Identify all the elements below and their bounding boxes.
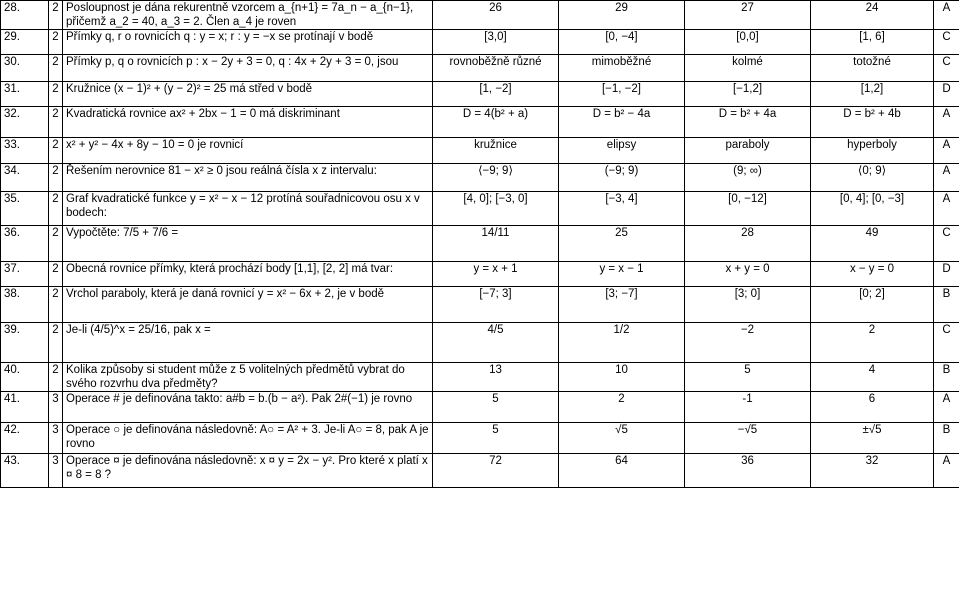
quiz-row bbox=[1, 192, 959, 226]
question-number: 29. bbox=[1, 30, 49, 55]
quiz-row bbox=[1, 363, 959, 392]
answer-option: −√5 bbox=[685, 423, 811, 454]
answer-option: totožné bbox=[811, 55, 934, 82]
answer-option: 36 bbox=[685, 454, 811, 488]
quiz-row bbox=[1, 107, 959, 138]
question-points: 2 bbox=[49, 107, 63, 138]
question-points: 2 bbox=[49, 323, 63, 363]
answer-option: 29 bbox=[559, 1, 685, 30]
answer-option: paraboly bbox=[685, 138, 811, 164]
question-number: 33. bbox=[1, 138, 49, 164]
question-points: 2 bbox=[49, 287, 63, 323]
question-text: Přímky p, q o rovnicích p : x − 2y + 3 = 0, q : 4x + 2y + 3 = 0, jsou bbox=[63, 55, 433, 82]
answer-option: 5 bbox=[433, 423, 559, 454]
answer-option: D = b² + 4b bbox=[811, 107, 934, 138]
correct-answer: C bbox=[934, 226, 959, 262]
answer-option: 49 bbox=[811, 226, 934, 262]
question-text: Je-li (4/5)^x = 25/16, pak x = bbox=[63, 323, 433, 363]
answer-option: 32 bbox=[811, 454, 934, 488]
question-points: 2 bbox=[49, 262, 63, 287]
quiz-row bbox=[1, 423, 959, 454]
question-points: 2 bbox=[49, 30, 63, 55]
correct-answer: A bbox=[934, 192, 959, 226]
question-text: Kolika způsoby si student může z 5 volitelných předmětů vybrat do svého rozvrhu dva předměty? bbox=[63, 363, 433, 392]
question-text: Kružnice (x − 1)² + (y − 2)² = 25 má střed v bodě bbox=[63, 82, 433, 107]
answer-option: 6 bbox=[811, 392, 934, 423]
question-text: Graf kvadratické funkce y = x² − x − 12 protíná souřadnicovou osu x v bodech: bbox=[63, 192, 433, 226]
question-text: Operace # je definována takto: a#b = b.(b − a²). Pak 2#(−1) je rovno bbox=[63, 392, 433, 423]
answer-option: 5 bbox=[433, 392, 559, 423]
correct-answer: A bbox=[934, 1, 959, 30]
answer-option: y = x + 1 bbox=[433, 262, 559, 287]
answer-option: [−7; 3] bbox=[433, 287, 559, 323]
question-number: 40. bbox=[1, 363, 49, 392]
answer-option: D = 4(b² + a) bbox=[433, 107, 559, 138]
answer-option: -1 bbox=[685, 392, 811, 423]
answer-option: 14/11 bbox=[433, 226, 559, 262]
question-text: Operace ¤ je definována následovně: x ¤ y = 2x − y². Pro které x platí x ¤ 8 = 8 ? bbox=[63, 454, 433, 488]
question-text: Kvadratická rovnice ax² + 2bx − 1 = 0 má diskriminant bbox=[63, 107, 433, 138]
question-points: 2 bbox=[49, 192, 63, 226]
answer-option: rovnoběžně různé bbox=[433, 55, 559, 82]
answer-option: 13 bbox=[433, 363, 559, 392]
answer-option: [4, 0]; [−3, 0] bbox=[433, 192, 559, 226]
answer-option: kružnice bbox=[433, 138, 559, 164]
quiz-row bbox=[1, 1, 959, 30]
question-number: 31. bbox=[1, 82, 49, 107]
question-points: 3 bbox=[49, 454, 63, 488]
question-text: Přímky q, r o rovnicích q : y = x; r : y = −x se protínají v bodě bbox=[63, 30, 433, 55]
correct-answer: A bbox=[934, 454, 959, 488]
quiz-row bbox=[1, 287, 959, 323]
question-number: 38. bbox=[1, 287, 49, 323]
answer-option: elipsy bbox=[559, 138, 685, 164]
answer-option: [0; 2] bbox=[811, 287, 934, 323]
question-text: Operace ○ je definována následovně: A○ = A² + 3. Je-li A○ = 8, pak A je rovno bbox=[63, 423, 433, 454]
correct-answer: D bbox=[934, 262, 959, 287]
answer-option: [3; 0] bbox=[685, 287, 811, 323]
answer-option: hyperboly bbox=[811, 138, 934, 164]
answer-option: 24 bbox=[811, 1, 934, 30]
question-number: 41. bbox=[1, 392, 49, 423]
answer-option: [1, −2] bbox=[433, 82, 559, 107]
answer-option: −2 bbox=[685, 323, 811, 363]
answer-option: 25 bbox=[559, 226, 685, 262]
correct-answer: C bbox=[934, 323, 959, 363]
answer-option: [0, −4] bbox=[559, 30, 685, 55]
quiz-row bbox=[1, 164, 959, 192]
answer-option: (−9; 9) bbox=[559, 164, 685, 192]
question-number: 30. bbox=[1, 55, 49, 82]
answer-option: x + y = 0 bbox=[685, 262, 811, 287]
answer-option: [−1, −2] bbox=[559, 82, 685, 107]
question-points: 3 bbox=[49, 423, 63, 454]
answer-option: 2 bbox=[811, 323, 934, 363]
question-number: 39. bbox=[1, 323, 49, 363]
question-text: Vrchol paraboly, která je daná rovnicí y = x² − 6x + 2, je v bodě bbox=[63, 287, 433, 323]
question-number: 37. bbox=[1, 262, 49, 287]
correct-answer: B bbox=[934, 423, 959, 454]
correct-answer: C bbox=[934, 55, 959, 82]
quiz-row bbox=[1, 454, 959, 488]
correct-answer: A bbox=[934, 164, 959, 192]
answer-option: [3,0] bbox=[433, 30, 559, 55]
answer-option: [0,0] bbox=[685, 30, 811, 55]
answer-option: x − y = 0 bbox=[811, 262, 934, 287]
answer-option: √5 bbox=[559, 423, 685, 454]
quiz-row bbox=[1, 392, 959, 423]
question-points: 3 bbox=[49, 392, 63, 423]
question-points: 2 bbox=[49, 363, 63, 392]
answer-option: [3; −7] bbox=[559, 287, 685, 323]
quiz-row bbox=[1, 30, 959, 55]
question-points: 2 bbox=[49, 82, 63, 107]
question-text: Řešením nerovnice 81 − x² ≥ 0 jsou reálná čísla x z intervalu: bbox=[63, 164, 433, 192]
question-number: 42. bbox=[1, 423, 49, 454]
quiz-rows bbox=[1, 1, 959, 488]
question-number: 43. bbox=[1, 454, 49, 488]
answer-option: (9; ∞) bbox=[685, 164, 811, 192]
answer-option: 4 bbox=[811, 363, 934, 392]
answer-option: 27 bbox=[685, 1, 811, 30]
question-number: 28. bbox=[1, 1, 49, 30]
answer-option: [−1,2] bbox=[685, 82, 811, 107]
correct-answer: A bbox=[934, 107, 959, 138]
quiz-row bbox=[1, 323, 959, 363]
question-text: Vypočtěte: 7/5 + 7/6 = bbox=[63, 226, 433, 262]
question-number: 34. bbox=[1, 164, 49, 192]
quiz-row bbox=[1, 55, 959, 82]
answer-option: 72 bbox=[433, 454, 559, 488]
answer-option: ⟨−9; 9⟩ bbox=[433, 164, 559, 192]
answer-option: 26 bbox=[433, 1, 559, 30]
question-points: 2 bbox=[49, 55, 63, 82]
question-number: 36. bbox=[1, 226, 49, 262]
answer-option: y = x − 1 bbox=[559, 262, 685, 287]
answer-option: [0, −12] bbox=[685, 192, 811, 226]
answer-option: D = b² − 4a bbox=[559, 107, 685, 138]
correct-answer: C bbox=[934, 30, 959, 55]
correct-answer: B bbox=[934, 287, 959, 323]
question-points: 2 bbox=[49, 138, 63, 164]
question-points: 2 bbox=[49, 164, 63, 192]
answer-option: 2 bbox=[559, 392, 685, 423]
answer-option: 4/5 bbox=[433, 323, 559, 363]
answer-option: 10 bbox=[559, 363, 685, 392]
answer-option: kolmé bbox=[685, 55, 811, 82]
question-number: 35. bbox=[1, 192, 49, 226]
correct-answer: D bbox=[934, 82, 959, 107]
answer-option: [−3, 4] bbox=[559, 192, 685, 226]
answer-option: 5 bbox=[685, 363, 811, 392]
quiz-row bbox=[1, 82, 959, 107]
answer-option: [1, 6] bbox=[811, 30, 934, 55]
correct-answer: B bbox=[934, 363, 959, 392]
answer-option: 28 bbox=[685, 226, 811, 262]
question-points: 2 bbox=[49, 226, 63, 262]
answer-option: ⟨0; 9⟩ bbox=[811, 164, 934, 192]
correct-answer: A bbox=[934, 392, 959, 423]
answer-option: [0, 4]; [0, −3] bbox=[811, 192, 934, 226]
quiz-row bbox=[1, 262, 959, 287]
answer-option: 64 bbox=[559, 454, 685, 488]
answer-option: 1/2 bbox=[559, 323, 685, 363]
question-text: Posloupnost je dána rekurentně vzorcem a_{n+1} = 7a_n − a_{n−1}, přičemž a_2 = 40, a_3 = 2. Člen a_4 je roven bbox=[63, 1, 433, 30]
question-text: Obecná rovnice přímky, která prochází body [1,1], [2, 2] má tvar: bbox=[63, 262, 433, 287]
correct-answer: A bbox=[934, 138, 959, 164]
answer-option: [1,2] bbox=[811, 82, 934, 107]
answer-option: D = b² + 4a bbox=[685, 107, 811, 138]
quiz-row bbox=[1, 226, 959, 262]
quiz-row bbox=[1, 138, 959, 164]
question-number: 32. bbox=[1, 107, 49, 138]
answer-option: mimoběžné bbox=[559, 55, 685, 82]
answer-option: ±√5 bbox=[811, 423, 934, 454]
question-text: x² + y² − 4x + 8y − 10 = 0 je rovnicí bbox=[63, 138, 433, 164]
question-points: 2 bbox=[49, 1, 63, 30]
